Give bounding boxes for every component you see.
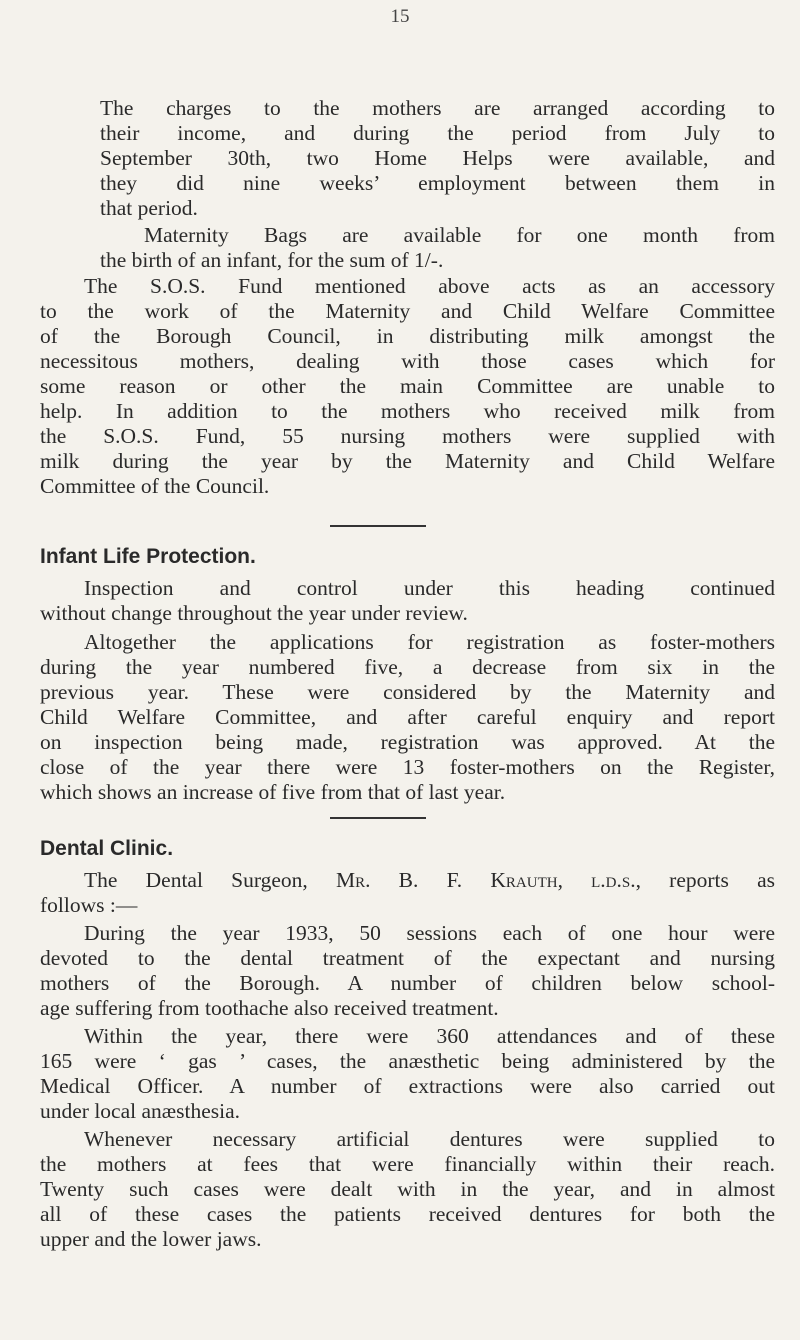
text-line: upper and the lower jaws. — [40, 1227, 262, 1251]
text-line: to the work of the Maternity and Child Welfare Committee — [40, 299, 775, 323]
text-line: Maternity Bags are available for one month from — [144, 223, 775, 247]
text-line: close of the year there were 13 foster-mothers on the Register, — [40, 755, 775, 779]
text-line: some reason or other the main Committee are unable to — [40, 374, 775, 398]
intro-text: The Dental Surgeon, — [84, 868, 336, 892]
text-line — [40, 868, 775, 893]
text-line: the mothers at fees that were financially within their reach. — [40, 1152, 775, 1176]
text-line: they did nine weeks’ employment between them in — [100, 171, 775, 195]
text-line: 165 were ‘ gas ’ cases, the anæsthetic being administered by the — [40, 1049, 775, 1073]
text-line: all of these cases the patients received dentures for both the — [40, 1202, 775, 1226]
text-line: follows :— — [40, 893, 138, 917]
text-line: During the year 1933, 50 sessions each of one hour were — [84, 921, 775, 945]
dental-paragraph-1 — [40, 921, 775, 1021]
text-line: milk during the year by the Maternity and Child Welfare — [40, 449, 775, 473]
text-line: help. In addition to the mothers who received milk from — [40, 399, 775, 423]
section-divider — [330, 525, 426, 527]
dental-clinic-heading: Dental Clinic. — [40, 837, 174, 860]
text-line: previous year. These were considered by the Maternity and — [40, 680, 775, 704]
intro-text: , reports as — [635, 868, 775, 892]
text-line: without change throughout the year under review. — [40, 601, 468, 625]
infant-life-paragraph-2 — [40, 630, 775, 805]
text-line: age suffering from toothache also received treatment. — [40, 996, 499, 1020]
text-line: September 30th, two Home Helps were available, and — [100, 146, 775, 170]
text-line: Within the year, there were 360 attendances and of these — [84, 1024, 775, 1048]
text-line: Inspection and control under this heading continued — [84, 576, 775, 600]
intro-paragraph-3 — [40, 274, 775, 499]
text-line: devoted to the dental treatment of the expectant and nursing — [40, 946, 775, 970]
surgeon-name: Mr. B. F. Krauth, l.d.s. — [335, 868, 636, 892]
text-line: Child Welfare Committee, and after careful enquiry and report — [40, 705, 775, 729]
text-line: that period. — [100, 196, 198, 220]
text-line: The charges to the mothers are arranged according to — [100, 96, 775, 120]
infant-life-paragraph-1 — [40, 576, 775, 626]
text-line: their income, and during the period from July to — [100, 121, 775, 145]
text-line: mothers of the Borough. A number of children below school- — [40, 971, 775, 995]
section-divider — [330, 817, 426, 819]
text-line: Medical Officer. A number of extractions were also carried out — [40, 1074, 775, 1098]
intro-paragraph-2 — [100, 223, 775, 273]
text-line: the S.O.S. Fund, 55 nursing mothers were supplied with — [40, 424, 775, 448]
infant-life-heading: Infant Life Protection. — [40, 545, 256, 568]
text-line: under local anæsthesia. — [40, 1099, 241, 1123]
text-line: the birth of an infant, for the sum of 1/-. — [100, 248, 444, 272]
text-line: Whenever necessary artificial dentures were supplied to — [84, 1127, 775, 1151]
text-line: necessitous mothers, dealing with those cases which for — [40, 349, 775, 373]
dental-paragraph-3 — [40, 1127, 775, 1252]
dental-intro — [40, 868, 775, 918]
text-line: The S.O.S. Fund mentioned above acts as an accessory — [84, 274, 775, 298]
text-line: Altogether the applications for registration as foster-mothers — [84, 630, 775, 654]
dental-paragraph-2 — [40, 1024, 775, 1124]
text-line: which shows an increase of five from that of last year. — [40, 780, 506, 804]
page-number: 15 — [390, 6, 410, 27]
text-line: of the Borough Council, in distributing milk amongst the — [40, 324, 775, 348]
text-line: during the year numbered five, a decrease from six in the — [40, 655, 775, 679]
intro-paragraph-1 — [100, 96, 775, 221]
text-line: Committee of the Council. — [40, 474, 270, 498]
text-line: Twenty such cases were dealt with in the year, and in almost — [40, 1177, 775, 1201]
text-line: on inspection being made, registration was approved. At the — [40, 730, 775, 754]
